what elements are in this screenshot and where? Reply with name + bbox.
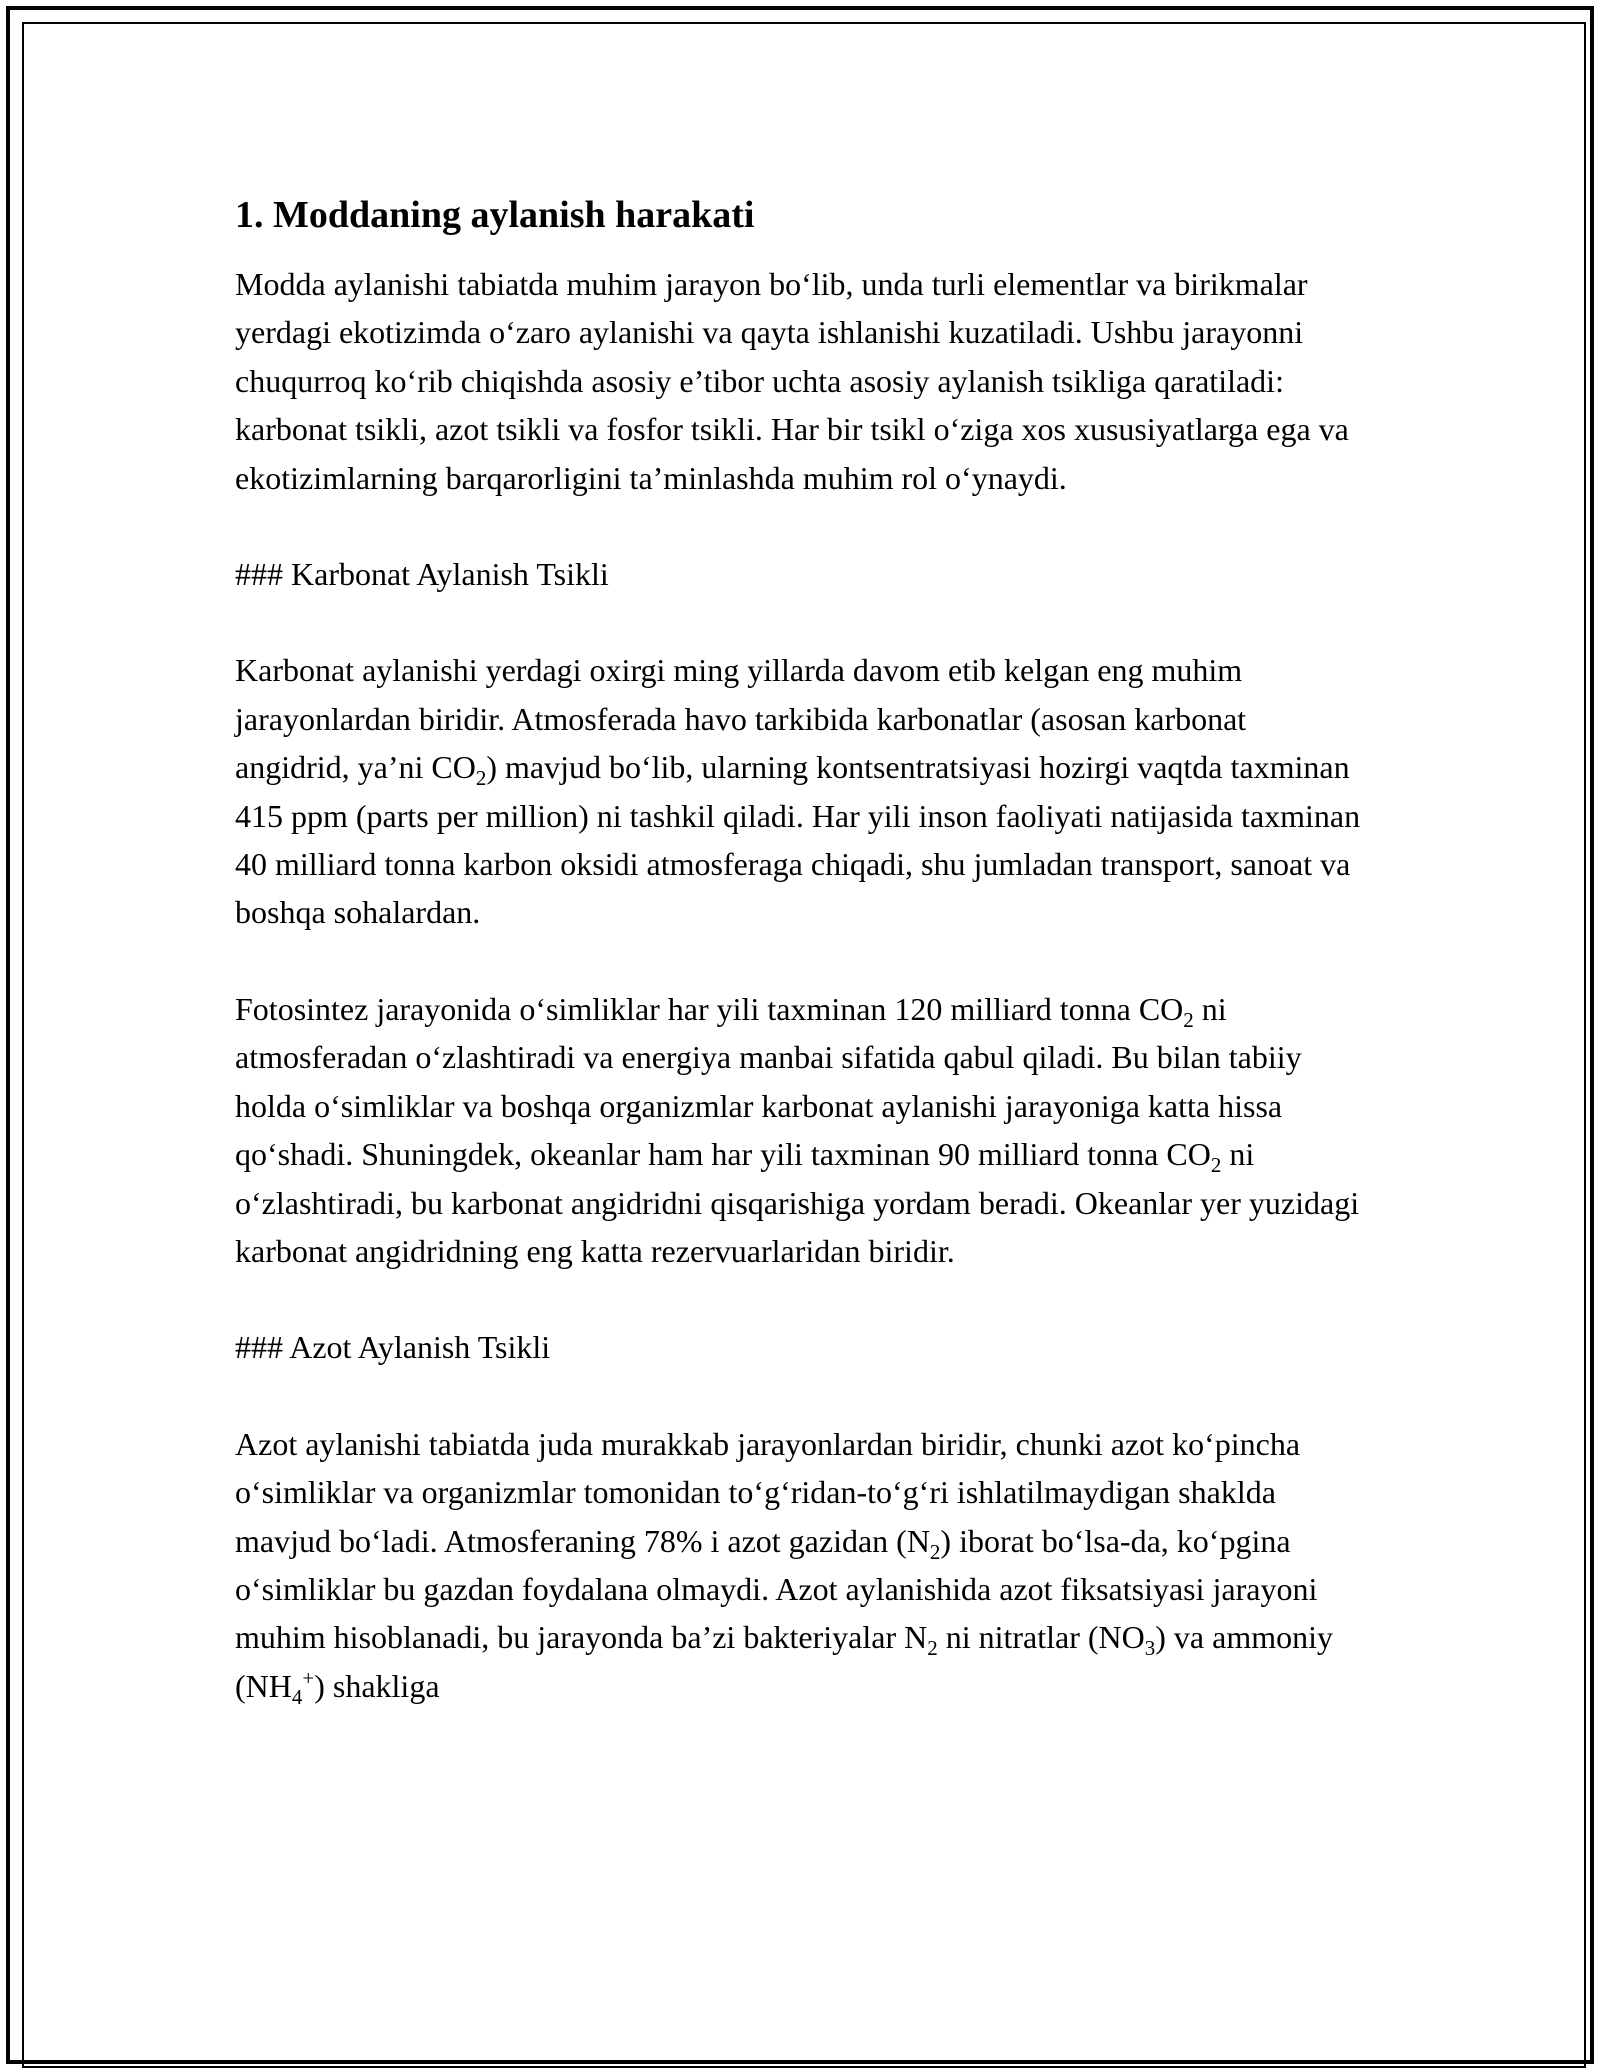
- document-body: [235, 192, 1365, 1758]
- text-run: Azot aylanishi tabiatda juda murakkab jarayonlardan biridir, chunki azot ko‘pincha o‘simliklar va organizmlar tomonidan to‘g‘ridan-to‘g‘ri ishlatilmaydigan shaklda mavjud bo‘ladi. Atmosferaning 78% i azot gazidan (N: [235, 1425, 1301, 1559]
- text-run: ) shakliga: [314, 1667, 440, 1704]
- subscript: 2: [475, 766, 487, 791]
- karbonat-subheading: ### Karbonat Aylanish Tsikli: [235, 556, 609, 593]
- karbonat-paragraph-2: [235, 985, 1365, 1275]
- text-run: ) va ammoniy (NH: [235, 1619, 1333, 1704]
- subscript: 2: [1210, 1153, 1222, 1178]
- superscript: +: [302, 1665, 315, 1690]
- text-run: Karbonat aylanishi yerdagi oxirgi ming yillarda davom etib kelgan eng muhim jarayonlardan biridir. Atmosferada havo tarkibida karbonatlar (asosan karbonat angidrid, ya’ni CO: [235, 652, 1247, 786]
- karbonat-paragraph-1: [235, 646, 1365, 936]
- text-run: ni atmosferadan o‘zlashtiradi va energiya manbai sifatida qabul qiladi. Bu bilan tabiiy holda o‘simliklar va boshqa organizmlar karbonat aylanishi jarayoniga katta hissa qo‘shadi. Shuningdek, okeanlar ham har yili taxminan 90 milliard tonna CO: [235, 990, 1302, 1173]
- subscript: 2: [929, 1539, 941, 1564]
- section-heading: 1. Moddaning aylanish harakati: [235, 194, 755, 236]
- subscript: 4: [291, 1684, 303, 1709]
- azot-subheading: ### Azot Aylanish Tsikli: [235, 1329, 551, 1366]
- subscript: 2: [1183, 1007, 1194, 1032]
- text-run: Fotosintez jarayonida o‘simliklar har yili taxminan 120 milliard tonna CO: [235, 990, 1184, 1027]
- text-run: ni nitratlar (NO: [937, 1619, 1145, 1656]
- text-run: ) iborat bo‘lsa-da, ko‘pgina o‘simliklar bu gazdan foydalana olmaydi. Azot aylanishida azot fiksatsiyasi jarayoni muhim hisoblanadi, bu jarayonda ba’zi bakteriyalar N: [235, 1522, 1318, 1656]
- azot-paragraph-1: [235, 1420, 1365, 1710]
- text-run: ) mavjud bo‘lib, ularning kontsentratsiyasi hozirgi vaqtda taxminan 415 ppm (parts per million) ni tashkil qiladi. Har yili inson faoliyati natijasida taxminan 40 milliard tonna karbon oksidi atmosferaga chiqadi, shu jumladan transport, sanoat va boshqa sohalardan.: [235, 749, 1361, 931]
- subscript: 3: [1144, 1636, 1156, 1661]
- text-run: ni o‘zlashtiradi, bu karbonat angidridni qisqarishiga yordam beradi. Okeanlar yer yuzidagi karbonat angidridning eng katta rezervuarlaridan biridir.: [235, 1136, 1360, 1269]
- intro-paragraph: Modda aylanishi tabiatda muhim jarayon bo‘lib, unda turli elementlar va birikmalar yerdagi ekotizimda o‘zaro aylanishi va qayta ishlanishi kuzatiladi. Ushbu jarayonni chuqurroq ko‘rib chiqishda asosiy e’tibor uchta asosiy aylanish tsikliga qaratiladi: karbonat tsikli, azot tsikli va fosfor tsikli. Har bir tsikl o‘ziga xos xususiyatlarga ega va ekotizimlarning barqarorligini ta’minlashda muhim rol o‘ynaydi.: [235, 266, 1349, 496]
- subscript: 2: [927, 1636, 938, 1661]
